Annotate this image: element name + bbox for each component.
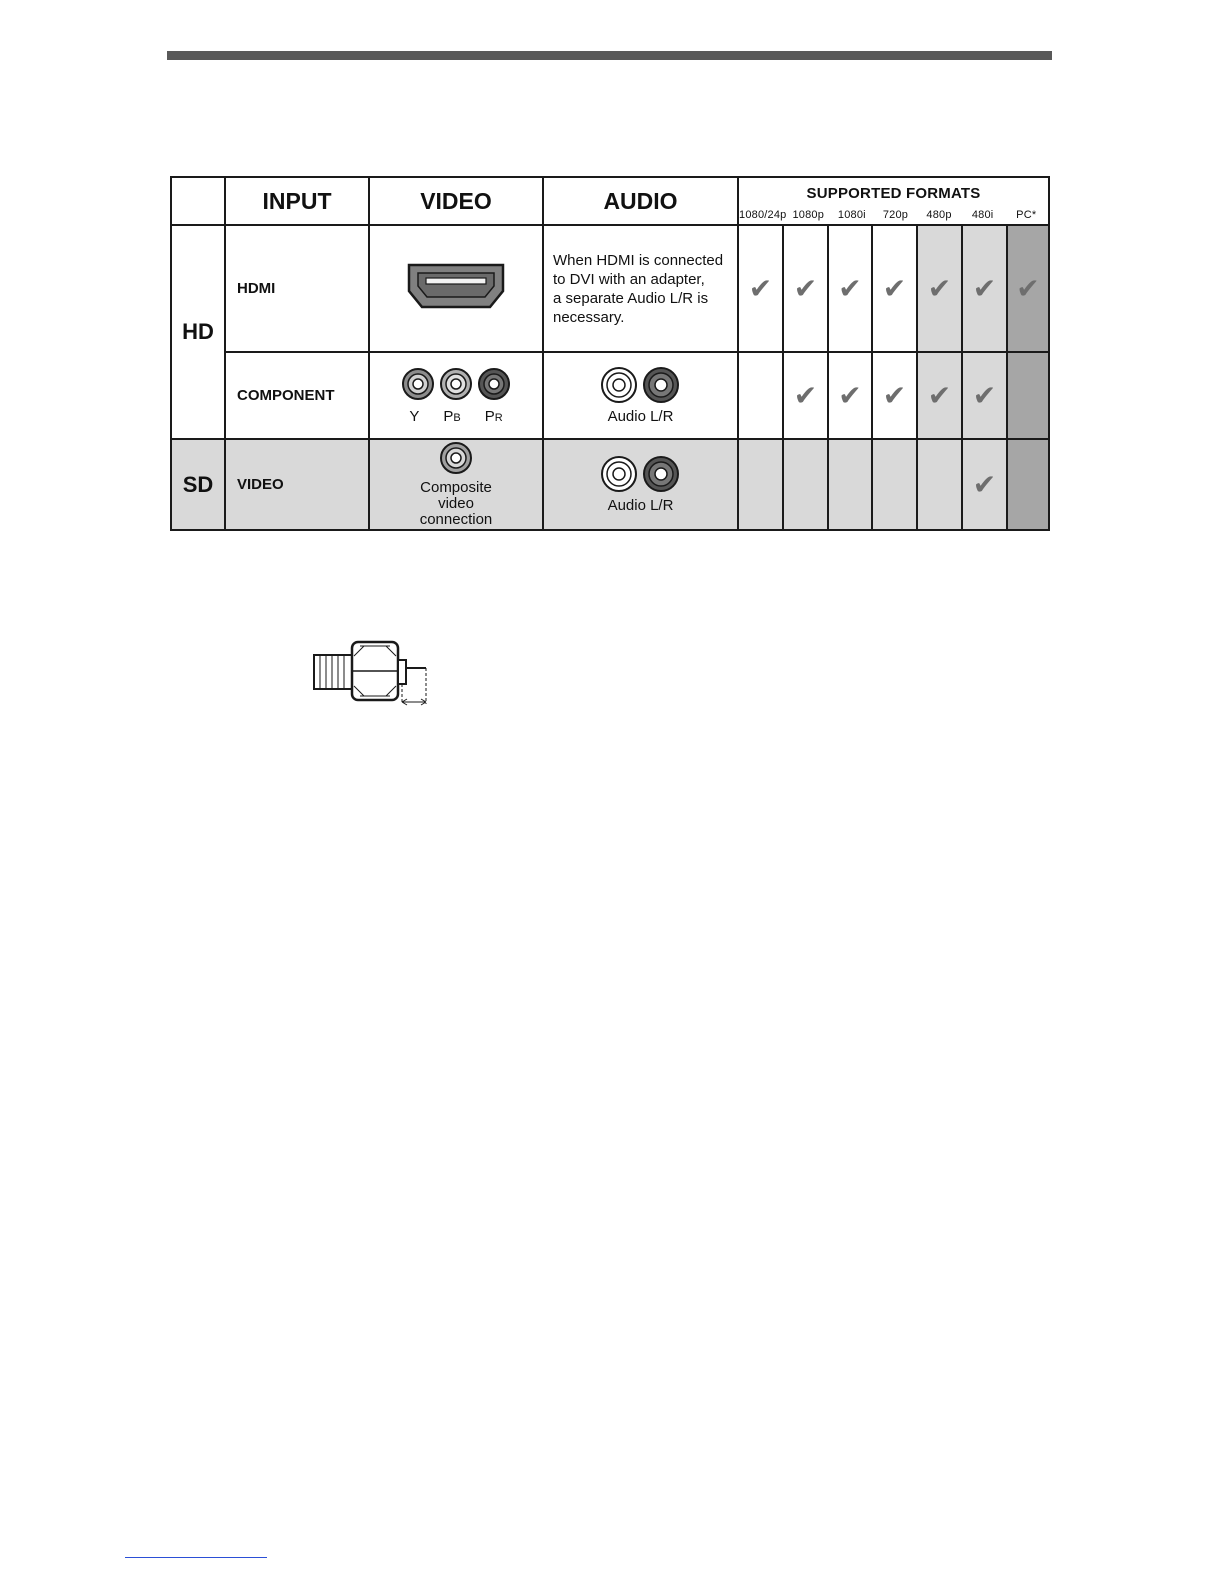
- coax-connector-icon: [312, 638, 432, 710]
- header-audio: AUDIO: [543, 177, 738, 225]
- audio-cell-hdmi: [543, 225, 738, 352]
- format-label: 480p: [926, 209, 952, 221]
- video-cell-component: [369, 352, 543, 439]
- audio-jacks-icon: [601, 455, 681, 493]
- input-label-video: VIDEO: [225, 439, 369, 530]
- table-row-component: [171, 352, 1049, 439]
- group-label-hd: HD: [171, 225, 225, 439]
- check-mark-icon: ✔: [838, 379, 862, 411]
- group-label-sd: SD: [171, 439, 225, 530]
- check-cell: [738, 439, 783, 530]
- header-row: [171, 177, 1049, 225]
- supported-formats-title: SUPPORTED FORMATS: [806, 185, 981, 202]
- check-cell: [962, 439, 1007, 530]
- table-row-video: [171, 439, 1049, 530]
- check-cell: [962, 352, 1007, 439]
- audio-note-line: necessary.: [553, 308, 625, 326]
- top-rule: [167, 51, 1052, 60]
- format-label: 1080/24p: [739, 209, 787, 221]
- check-cell: [1007, 352, 1049, 439]
- link-underline: [125, 1557, 267, 1558]
- format-label: 480i: [971, 209, 994, 221]
- audio-caption: Audio L/R: [607, 497, 674, 514]
- input-label-component: COMPONENT: [225, 352, 369, 439]
- format-label: 1080p: [792, 209, 825, 221]
- video-cell-hdmi: [369, 225, 543, 352]
- check-mark-icon: ✔: [972, 379, 997, 411]
- check-mark-icon: ✔: [882, 379, 907, 411]
- check-mark-icon: ✔: [748, 272, 773, 304]
- check-mark-icon: ✔: [1016, 272, 1040, 304]
- audio-cell-video: [543, 439, 738, 530]
- check-cell: [783, 352, 828, 439]
- check-cell: [1007, 439, 1049, 530]
- video-cell-composite: [369, 439, 543, 530]
- check-cell: [1007, 225, 1049, 352]
- check-cell: [917, 439, 962, 530]
- check-cell: [917, 352, 962, 439]
- connection-table: [170, 176, 1050, 531]
- check-cell: [962, 225, 1007, 352]
- check-cell: [828, 439, 872, 530]
- format-label: 720p: [882, 209, 909, 221]
- check-cell: [783, 439, 828, 530]
- check-cell: [917, 225, 962, 352]
- check-mark-icon: ✔: [927, 379, 952, 411]
- check-mark-icon: ✔: [793, 379, 818, 411]
- check-mark-icon: ✔: [927, 272, 952, 304]
- check-mark-icon: ✔: [793, 272, 818, 304]
- composite-jack-icon: [438, 441, 474, 475]
- format-labels: [739, 209, 1048, 221]
- check-cell: [828, 225, 872, 352]
- hdmi-port-icon: [406, 261, 506, 311]
- check-cell: [872, 225, 917, 352]
- table-row-hdmi: [171, 225, 1049, 352]
- component-labels: [370, 409, 542, 426]
- composite-caption-line: Composite: [420, 479, 492, 496]
- audio-caption: Audio L/R: [607, 408, 674, 425]
- composite-caption-line: video: [438, 495, 474, 512]
- label-pb: PB: [443, 407, 461, 425]
- check-cell: [738, 352, 783, 439]
- header-input: INPUT: [225, 177, 369, 225]
- check-mark-icon: ✔: [972, 468, 997, 500]
- label-y: Y: [409, 407, 420, 425]
- check-cell: [872, 439, 917, 530]
- composite-caption-line: connection: [419, 511, 493, 528]
- audio-note-line: to DVI with an adapter,: [553, 270, 705, 288]
- format-label: PC*: [1016, 209, 1037, 221]
- audio-cell-component: [543, 352, 738, 439]
- check-mark-icon: ✔: [972, 272, 997, 304]
- audio-jacks-icon: [601, 366, 681, 404]
- check-cell: [783, 225, 828, 352]
- check-cell: [872, 352, 917, 439]
- audio-note-line: When HDMI is connected: [553, 251, 724, 269]
- component-jacks-icon: [400, 366, 512, 402]
- check-mark-icon: ✔: [838, 272, 862, 304]
- check-mark-icon: ✔: [882, 272, 907, 304]
- format-label: 1080i: [837, 209, 866, 221]
- check-cell: [738, 225, 783, 352]
- header-supported-formats: [738, 177, 1049, 225]
- header-blank: [171, 177, 225, 225]
- label-pr: PR: [484, 407, 503, 425]
- header-video: VIDEO: [369, 177, 543, 225]
- input-label-hdmi: HDMI: [225, 225, 369, 352]
- audio-note-line: a separate Audio L/R is: [553, 289, 709, 307]
- check-cell: [828, 352, 872, 439]
